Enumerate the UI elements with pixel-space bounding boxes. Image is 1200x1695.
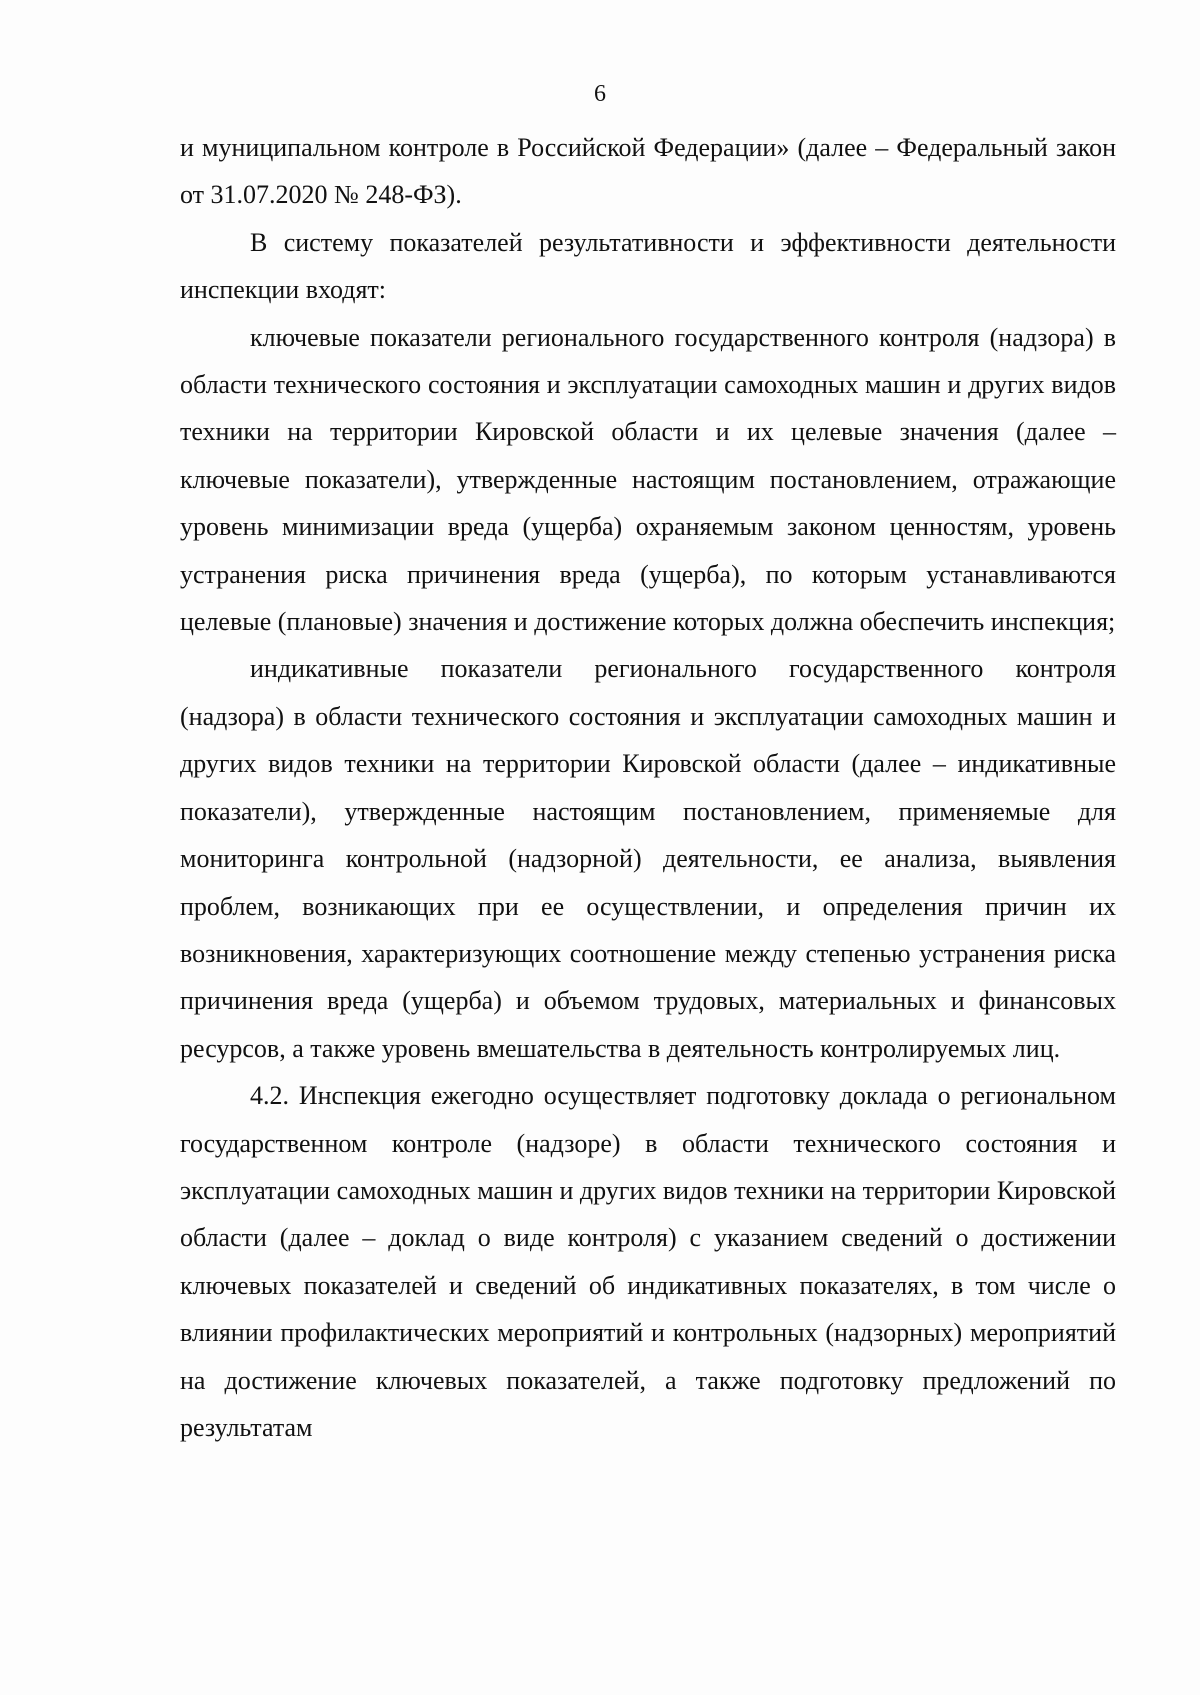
page-number: 6 (594, 81, 606, 107)
paragraph-law-reference: и муниципальном контроле в Российской Федерации» (далее – Федеральный закон от 31.07.2020 № 248-ФЗ). (180, 133, 1116, 210)
document-body (180, 124, 1116, 1451)
paragraph-system-of-indicators: В систему показателей результативности и эффективности деятельности инспекции входят: (180, 227, 1116, 305)
paragraph-section-4-2: 4.2. Инспекция ежегодно осуществляет подготовку доклада о региональном государственном контроле (надзоре) в области технического состояния и эксплуатации самоходных машин и других видов техники на территории Кировской области (далее – доклад о виде контроля) с указанием сведений о достижении ключевых показателей и сведений об индикативных показателях, в том числе о влиянии профилактических мероприятий и контрольных (надзорных) мероприятий на достижение ключевых показателей, а также подготовку предложений по результатам (180, 1081, 1116, 1442)
paragraph-key-indicators: ключевые показатели регионального государственного контроля (надзора) в области технического состояния и эксплуатации самоходных машин и других видов техники на территории Кировской области и их целевые значения (далее – ключевые показатели), утвержденные настоящим постановлением, отражающие уровень минимизации вреда (ущерба) охраняемым законом ценностям, уровень устранения риска причинения вреда (ущерба), по которым устанавливаются целевые (плановые) значения и достижение которых должна обеспечить инспекция; (180, 322, 1116, 637)
paragraph-indicative-indicators: индикативные показатели регионального государственного контроля (надзора) в области технического состояния и эксплуатации самоходных машин и других видов техники на территории Кировской области (далее – индикативные показатели), утвержденные настоящим постановлением, применяемые для мониторинга контрольной (надзорной) деятельности, ее анализа, выявления проблем, возникающих при ее осуществлении, и определения причин их возникновения, характеризующих соотношение между степенью устранения риска причинения вреда (ущерба) и объемом трудовых, материальных и финансовых ресурсов, а также уровень вмешательства в деятельность контролируемых лиц. (180, 654, 1116, 1063)
